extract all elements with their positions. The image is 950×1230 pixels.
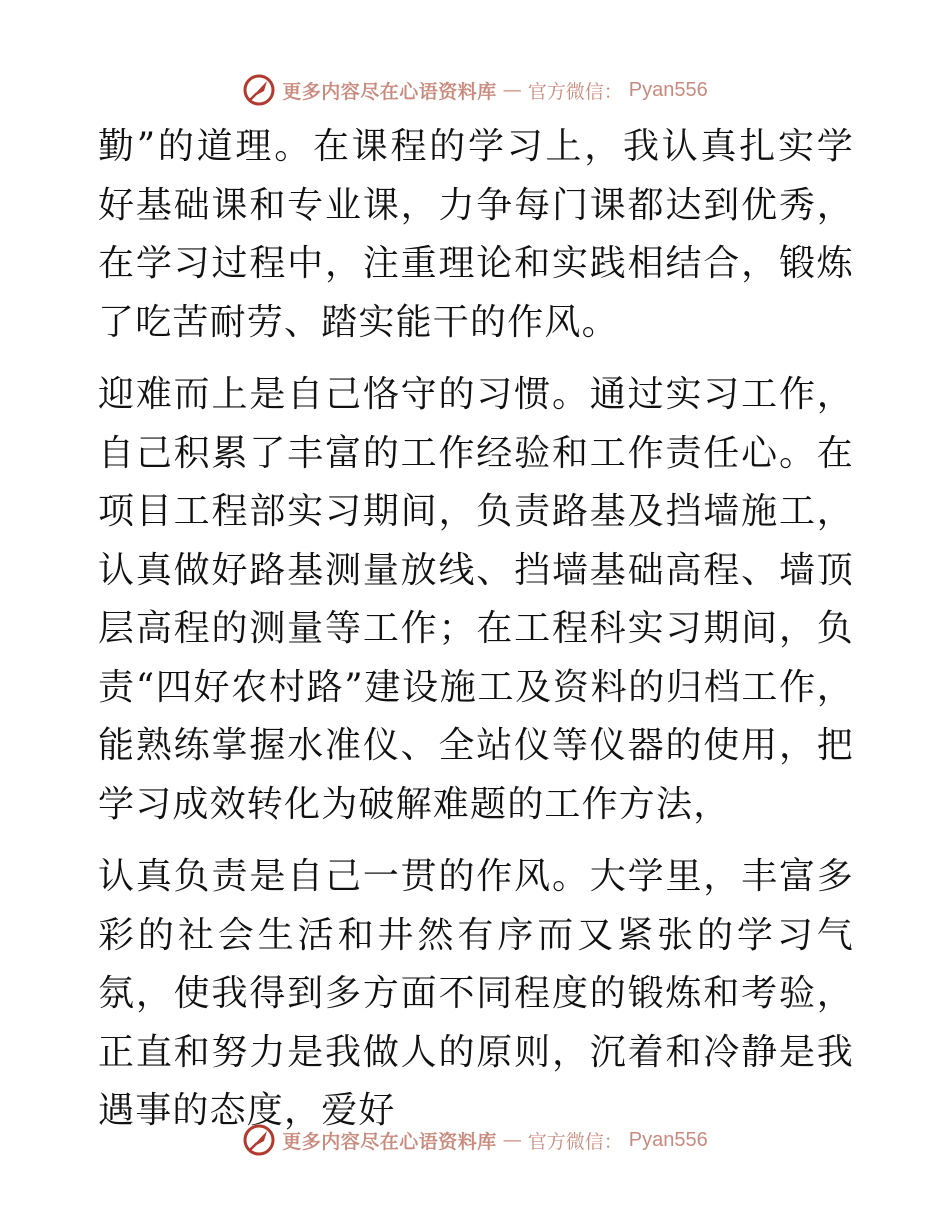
paragraph-1: 勤”的道理。在课程的学习上，我认真扎实学好基础课和专业课，力争每门课都达到优秀，在学习过程中，注重理论和实践相结合，锻炼了吃苦耐劳、踏实能干的作风。 — [98, 126, 854, 343]
document-body — [98, 118, 854, 1141]
paragraph-2: 迎难而上是自己恪守的习惯。通过实习工作，自己积累了丰富的工作经验和工作责任心。在项目工程部实习期间，负责路基及挡墙施工，认真做好路基测量放线、挡墙基础高程、墙顶层高程的测量等工作；在工程科实习期间，负责“四好农村路”建设施工及资料的归档工作，能熟练掌握水准仪、全站仪等仪器的使用，把学习成效转化为破解难题的工作方法， — [98, 374, 854, 825]
header-banner — [0, 70, 950, 110]
footer-banner — [0, 1120, 950, 1160]
footer-wechat-id: Pyan556 — [628, 1128, 708, 1151]
quill-logo-icon — [242, 1123, 276, 1157]
header-wechat-label: 官方微信： — [527, 80, 623, 103]
paragraph-3: 认真负责是自己一贯的作风。大学里，丰富多彩的社会生活和井然有序而又紧张的学习气氛，使我得到多方面不同程度的锻炼和考验，正直和努力是我做人的原则，沉着和冷静是我遇事的态度，爱好 — [98, 856, 854, 1131]
footer-separator: — — [502, 1129, 522, 1151]
quill-logo-icon — [242, 73, 276, 107]
header-separator: — — [502, 79, 522, 101]
footer-brand-text: 更多内容尽在心语资料库 — [282, 1130, 497, 1153]
header-brand-text: 更多内容尽在心语资料库 — [282, 80, 497, 103]
header-wechat-id: Pyan556 — [628, 78, 708, 101]
footer-wechat-label: 官方微信： — [527, 1130, 623, 1153]
